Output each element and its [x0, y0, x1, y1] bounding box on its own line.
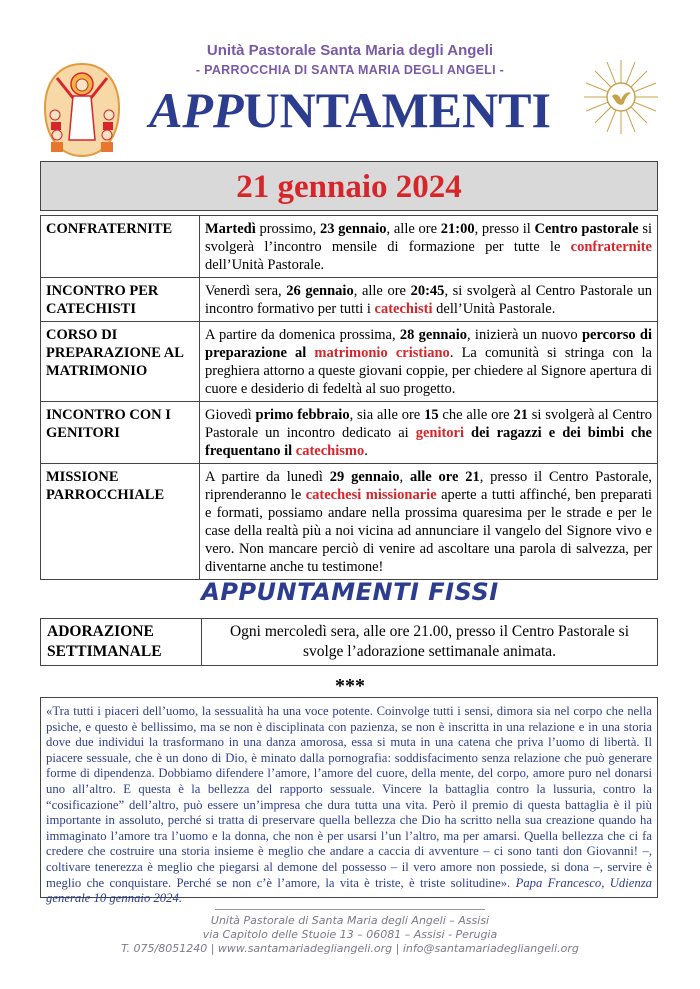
event-label: CORSO DI PREPARAZIONE AL MATRIMONIO	[41, 322, 200, 402]
event-text-part: catechismo	[295, 443, 365, 459]
organization-name: Unità Pastorale Santa Maria degli Angeli	[206, 42, 494, 59]
event-text-part: , alle ore	[353, 283, 411, 299]
event-label: MISSIONE PARROCCHIALE	[41, 464, 200, 580]
event-text-part: catechisti	[374, 301, 433, 317]
event-text-part: .	[364, 443, 368, 459]
event-text-part: Venerdì sera,	[205, 283, 287, 299]
event-text-part: primo febbraio	[255, 407, 350, 423]
date-banner: 21 gennaio 2024	[40, 161, 658, 211]
table-row	[41, 464, 658, 580]
event-label: INCONTRO CON I GENITORI	[41, 402, 200, 464]
quote-attribution: Papa Francesco, Udienza generale 10 gennaio 2024.	[46, 875, 653, 906]
event-text-part: , si svolgerà al Centro Pastorale un incontro formativo per tutti i	[205, 283, 653, 317]
event-text-part: alle ore 21	[409, 469, 480, 485]
event-text-part: prossimo,	[255, 221, 320, 237]
event-text-part: matrimonio cristiano	[314, 345, 450, 361]
event-text-part: si svolgerà al Centro Pastorale un incontro dedicato ai	[205, 407, 652, 441]
event-label: INCONTRO PER CATECHISTI	[41, 278, 200, 322]
event-text-part: dei ragazzi e dei bimbi che frequentano il	[205, 425, 652, 459]
event-label: CONFRATERNITE	[41, 216, 200, 278]
event-text-part: catechesi missionarie	[305, 487, 437, 503]
page-title-part1: APP	[149, 82, 244, 138]
event-text-part: ,	[399, 469, 410, 485]
event-text-part: A partire da lunedì	[205, 469, 330, 485]
event-text-part: 20:45	[410, 283, 445, 299]
sunburst-dove-icon	[582, 58, 660, 136]
event-text-part: 15	[424, 407, 439, 423]
event-text-part: 21	[513, 407, 528, 423]
event-text-part: , inizierà un nuovo	[467, 327, 582, 343]
fixed-appointments-title: APPUNTAMENTI FISSI	[201, 578, 499, 606]
event-text-part: genitori	[415, 425, 465, 441]
event-description	[200, 278, 658, 322]
table-row	[41, 619, 658, 666]
event-text-part: si svolgerà l’incontro mensile di formazione per tutte le	[205, 221, 653, 255]
event-text-part: confraternite	[570, 239, 652, 255]
footer-line-1: Unità Pastorale di Santa Maria degli Angeli – Assisi	[210, 914, 490, 927]
footer-divider	[215, 909, 485, 910]
event-description	[200, 322, 658, 402]
event-text-part: percorso di preparazione al	[205, 327, 653, 361]
event-text-part: 29 gennaio	[329, 469, 400, 485]
event-description	[200, 464, 658, 580]
table-row	[41, 278, 658, 322]
christ-icon-logo	[43, 60, 121, 158]
event-text-part: Martedì	[205, 221, 256, 237]
events-table	[40, 215, 658, 580]
event-text-part: , alle ore	[386, 221, 441, 237]
event-text-part: 26 gennaio	[286, 283, 354, 299]
page-title-part2: UNTAMENTI	[243, 82, 551, 138]
parish-name: - PARROCCHIA DI SANTA MARIA DEGLI ANGELI -	[195, 63, 505, 77]
table-row	[41, 322, 658, 402]
quote-text: «Tra tutti i piaceri dell’uomo, la sessualità ha una voce potente. Coinvolge tutti i sensi, dimora sia nel corpo che nella psiche, e questo è bellissimo, ma se non è disciplinata con pazienza, se non è inscritta in una relazione e in una storia dove due individui la trasformano in una danza amorosa, essa si muta in una catena che priva l’uomo di libertà. Il piacere sessuale, che è un dono di Dio, è minato dalla pornografia: soddisfacimento senza relazione che può generare forme di dipendenza. Dobbiamo difendere l’amore, l’amore del cuore, della mente, del corpo, amore puro nel donarsi uno all’altro. E questa è la bellezza del rapporto sessuale. Vincere la battaglia contro la lussuria, contro la “cosificazione” dell’altro, può essere un’impresa che dura tutta una vita. Però il premio di questa battaglia è il più importante in assoluto, perché si tratta di preservare quella bellezza che Dio ha scritto nella sua creazione quando ha immaginato l’amore tra l’uomo e la donna, che non è per usarsi l’un l’altro, ma per amarsi. Quella bellezza che ci fa credere che costruire una storia insieme è meglio che andare a caccia di avventure – ci sono tanti don Giovanni! –, coltivare tenerezza è meglio che piegarsi al demone del possesso – il vero amore non possiede, si dona –, servire è meglio che conquistare. Perché se non c’è l’amore, la vita è triste, è triste solitudine».	[46, 704, 652, 890]
event-text-part: aperte a tutti affinché, ben preparati e formati, possiamo andare nella prossima quaresima per le strade e per le case della realtà più a noi vicina ad annunciare il vangelo del Signore vivo e vero. Non mancare perciò di venire ad ascoltare una parola di salvezza, per diventarne anche tu testimone!	[205, 487, 652, 575]
event-text-part: , presso il Centro Pastorale, riprenderanno le	[205, 469, 653, 503]
event-text-part: Giovedì	[205, 407, 256, 423]
event-text-part: . La comunità si stringa con la preghiera attorno a queste giovani coppie, per chiedere al Signore apertura di cuore e desiderio di fedeltà al suo progetto.	[205, 345, 652, 397]
footer-line-2: via Capitolo delle Stuoie 13 – 06081 – Assisi - Perugia	[202, 928, 498, 941]
table-row	[41, 402, 658, 464]
fixed-text: Ogni mercoledì sera, alle ore 21.00, presso il Centro Pastorale si svolge l’adorazione settimanale animata.	[202, 619, 658, 666]
quote-box	[40, 697, 658, 906]
event-description	[200, 216, 658, 278]
event-text-part: 28 gennaio	[399, 327, 468, 343]
event-text-part: A partire da domenica prossima,	[205, 327, 400, 343]
event-text-part: 21:00	[440, 221, 475, 237]
event-text-part: che alle ore	[438, 407, 514, 423]
footer-line-3: T. 075/8051240 | www.santamariadegliangeli.org | info@santamariadegliangeli.org	[121, 942, 579, 955]
event-text-part: , sia alle ore	[349, 407, 425, 423]
event-text-part: dell’Unità Pastorale.	[205, 257, 325, 273]
table-row	[41, 216, 658, 278]
event-text-part: Centro pastorale	[534, 221, 639, 237]
separator: ***	[335, 675, 365, 697]
fixed-label: ADORAZIONE SETTIMANALE	[41, 619, 202, 666]
event-text-part: , presso il	[474, 221, 535, 237]
event-text-part: dell’Unità Pastorale.	[432, 301, 556, 317]
event-description	[200, 402, 658, 464]
fixed-appointments-table	[40, 618, 658, 666]
event-text-part: 23 gennaio	[319, 221, 387, 237]
